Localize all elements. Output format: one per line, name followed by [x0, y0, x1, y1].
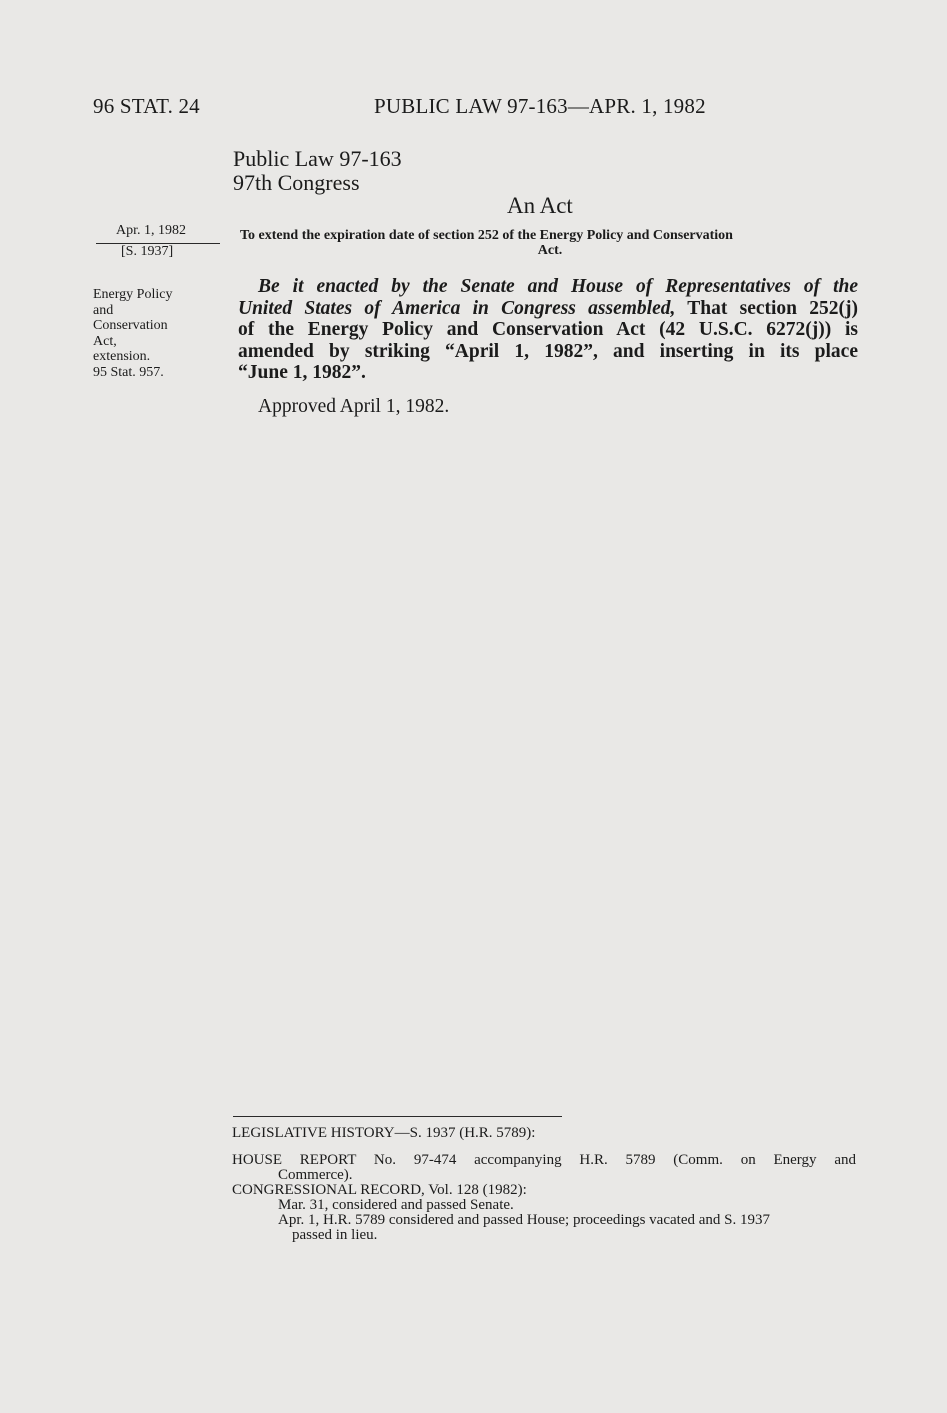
legislative-history: [232, 1126, 856, 1243]
legislative-history-heading: LEGISLATIVE HISTORY—S. 1937 (H.R. 5789):: [232, 1125, 536, 1141]
record-entry-mar31: Mar. 31, considered and passed Senate.: [278, 1197, 514, 1213]
enact-line-3: of the Energy Policy and Conservation Act (42 U.S.C. 6272(j)) is: [238, 319, 858, 340]
enact-line-4: amended by striking “April 1, 1982”, and inserting in its place: [238, 340, 858, 362]
congress-label: 97th Congress: [233, 170, 360, 195]
house-report-line-2: Commerce).: [278, 1167, 353, 1183]
margin-note-line: extension.: [93, 349, 151, 364]
legislative-history-divider: [233, 1116, 562, 1117]
congressional-record: CONGRESSIONAL RECORD, Vol. 128 (1982):: [232, 1182, 527, 1198]
an-act-heading: An Act: [507, 193, 573, 218]
margin-note-line: Conservation: [93, 318, 168, 333]
stat-reference: 96 STAT. 24: [93, 94, 200, 118]
house-report-line-1: HOUSE REPORT No. 97-474 accompanying H.R. 5789 (Comm. on Energy and: [232, 1152, 856, 1168]
enact-line-2-rest: That section 252(j): [687, 297, 859, 319]
margin-note-line: Act,: [93, 333, 117, 349]
enact-line-2: [238, 298, 858, 320]
margin-note-line: 95 Stat. 957.: [93, 364, 164, 380]
running-title: PUBLIC LAW 97-163—APR. 1, 1982: [374, 94, 706, 118]
purpose-line-2: Act.: [537, 243, 563, 258]
act-purpose: [240, 228, 860, 258]
margin-note-line: and: [93, 302, 114, 318]
margin-bill-number: [S. 1937]: [121, 244, 174, 259]
enact-line-1: [238, 276, 858, 298]
record-entry-apr1-line-2: passed in lieu.: [292, 1227, 378, 1243]
margin-date: Apr. 1, 1982: [116, 223, 186, 238]
record-entry-apr1-line-1: Apr. 1, H.R. 5789 considered and passed House; proceedings vacated and S. 1937: [278, 1212, 770, 1228]
purpose-line-1: To extend the expiration date of section 252 of the Energy Policy and Conservation: [240, 228, 733, 243]
law-number: Public Law 97-163: [233, 146, 402, 171]
margin-note: [93, 287, 213, 380]
margin-note-line: Energy Policy: [93, 287, 173, 302]
enacting-clause-part-1: Be it enacted by the Senate and House of Representatives of the: [258, 276, 858, 297]
enacting-text: [238, 276, 858, 384]
approval-line: Approved April 1, 1982.: [258, 396, 450, 417]
enacting-clause-part-2: United States of America in Congress assembled,: [238, 297, 676, 319]
enact-line-5: “June 1, 1982”.: [238, 362, 366, 383]
